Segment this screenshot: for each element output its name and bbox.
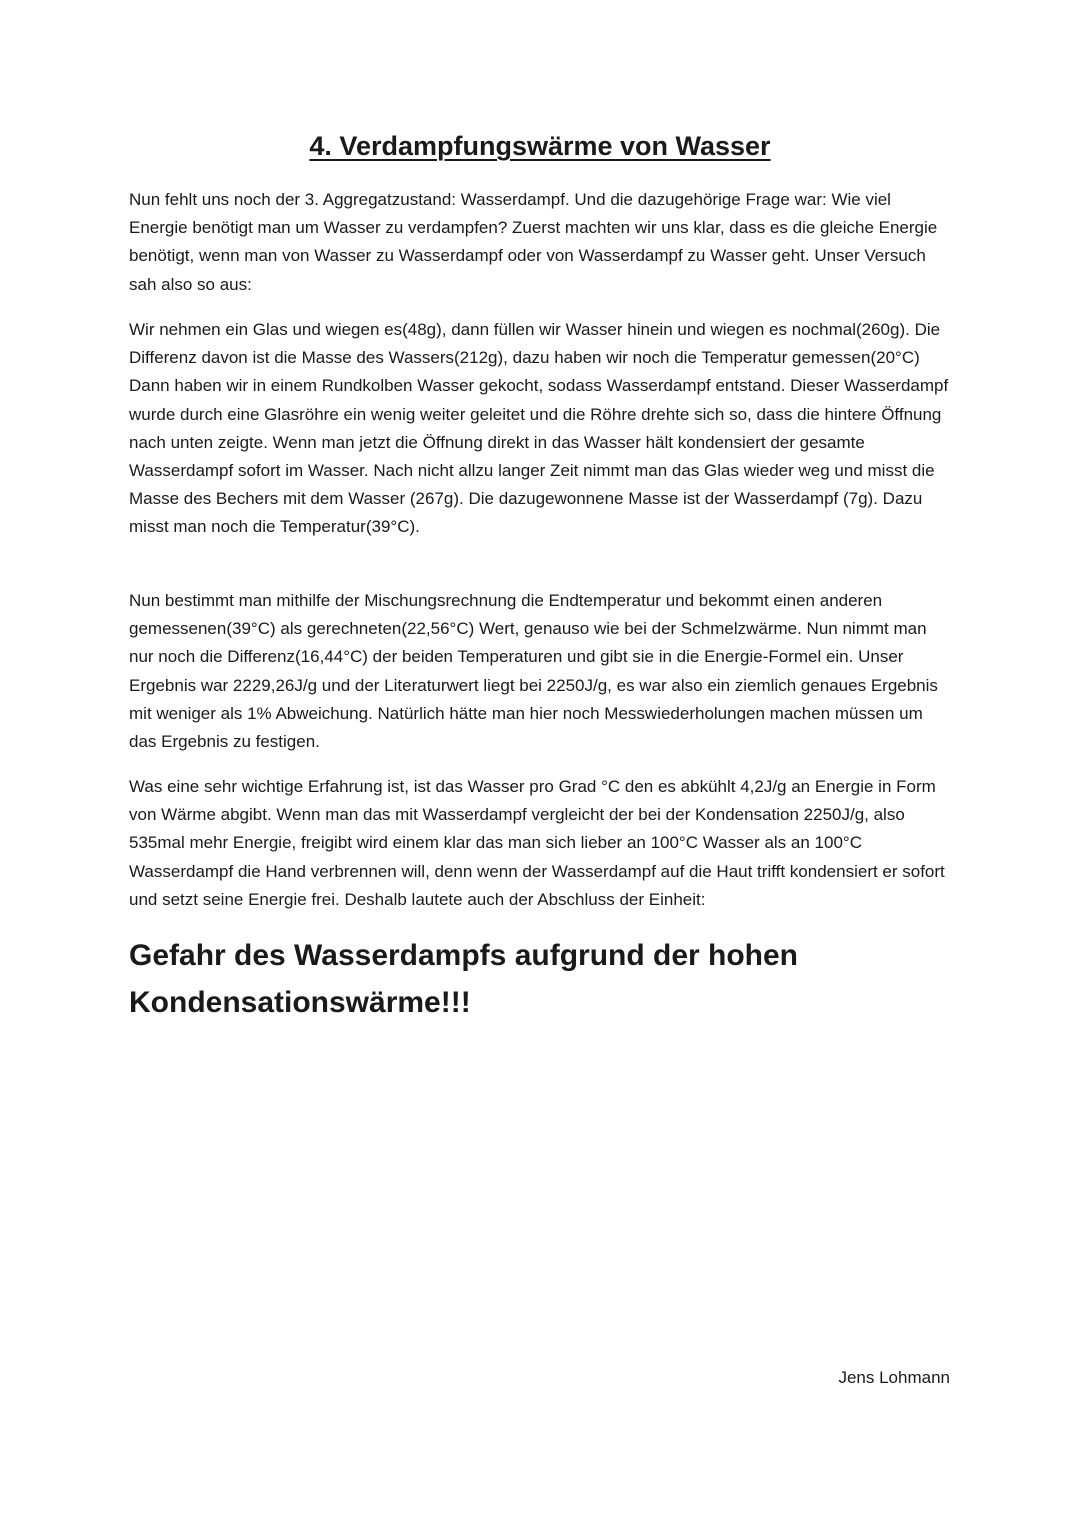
paragraph-experience: Was eine sehr wichtige Erfahrung ist, ist das Wasser pro Grad °C den es abkühlt 4,2J/g an Energie in Form von Wärme abgibt. Wenn man das mit Wasserdampf vergleicht der bei der Kondensation 2250J/g, also 535mal mehr Energie, freigibt wird einem klar das man sich lieber an 100°C Wasser als an 100°C Wasserdampf die Hand verbrennen will, denn wenn der Wasserdampf auf die Haut trifft kondensiert er sofort und setzt seine Energie frei. Deshalb lautete auch der Abschluss der Einheit:: [129, 777, 945, 909]
page-title-text: 4. Verdampfungswärme von Wasser: [309, 131, 771, 161]
paragraph-experiment: Wir nehmen ein Glas und wiegen es(48g), dann füllen wir Wasser hinein und wiegen es nochmal(260g). Die Differenz davon ist die Masse des Wassers(212g), dazu haben wir noch die Temperatur gemessen(20°C) Dann haben wir in einem Rundkolben Wasser gekocht, sodass Wasserdampf entstand. Dieser Wasserdampf wurde durch eine Glasröhre ein wenig weiter geleitet und die Röhre drehte sich so, dass die hintere Öffnung nach unten zeigte. Wenn man jetzt die Öffnung direkt in das Wasser hält kondensiert der gesamte Wasserdampf sofort im Wasser. Nach nicht allzu langer Zeit nimmt man das Glas wieder weg und misst die Masse des Bechers mit dem Wasser (267g). Die dazugewonnene Masse ist der Wasserdampf (7g). Dazu misst man noch die Temperatur(39°C).: [129, 320, 949, 537]
page-title: [0, 128, 1080, 164]
paragraph-calculation: Nun bestimmt man mithilfe der Mischungsrechnung die Endtemperatur und bekommt einen anderen gemessenen(39°C) als gerechneten(22,56°C) Wert, genauso wie bei der Schmelzwärme. Nun nimmt man nur noch die Differenz(16,44°C) der beiden Temperaturen und gibt sie in die Energie-Formel ein. Unser Ergebnis war 2229,26J/g und der Literaturwert liegt bei 2250J/g, es war also ein ziemlich genaues Ergebnis mit weniger als 1% Abweichung. Natürlich hätte man hier noch Messwiederholungen machen müssen um das Ergebnis zu festigen.: [129, 591, 938, 752]
paragraph-intro: Nun fehlt uns noch der 3. Aggregatzustand: Wasserdampf. Und die dazugehörige Frage war: Wie viel Energie benötigt man um Wasser zu verdampfen? Zuerst machten wir uns klar, dass es die gleiche Energie benötigt, wenn man von Wasser zu Wasserdampf oder von Wasserdampf zu Wasser geht. Unser Versuch sah also so aus:: [129, 190, 938, 294]
author-name: Jens Lohmann: [838, 1368, 950, 1387]
conclusion-heading: Gefahr des Wasserdampfs aufgrund der hohen Kondensationswärme!!!: [129, 939, 799, 1019]
